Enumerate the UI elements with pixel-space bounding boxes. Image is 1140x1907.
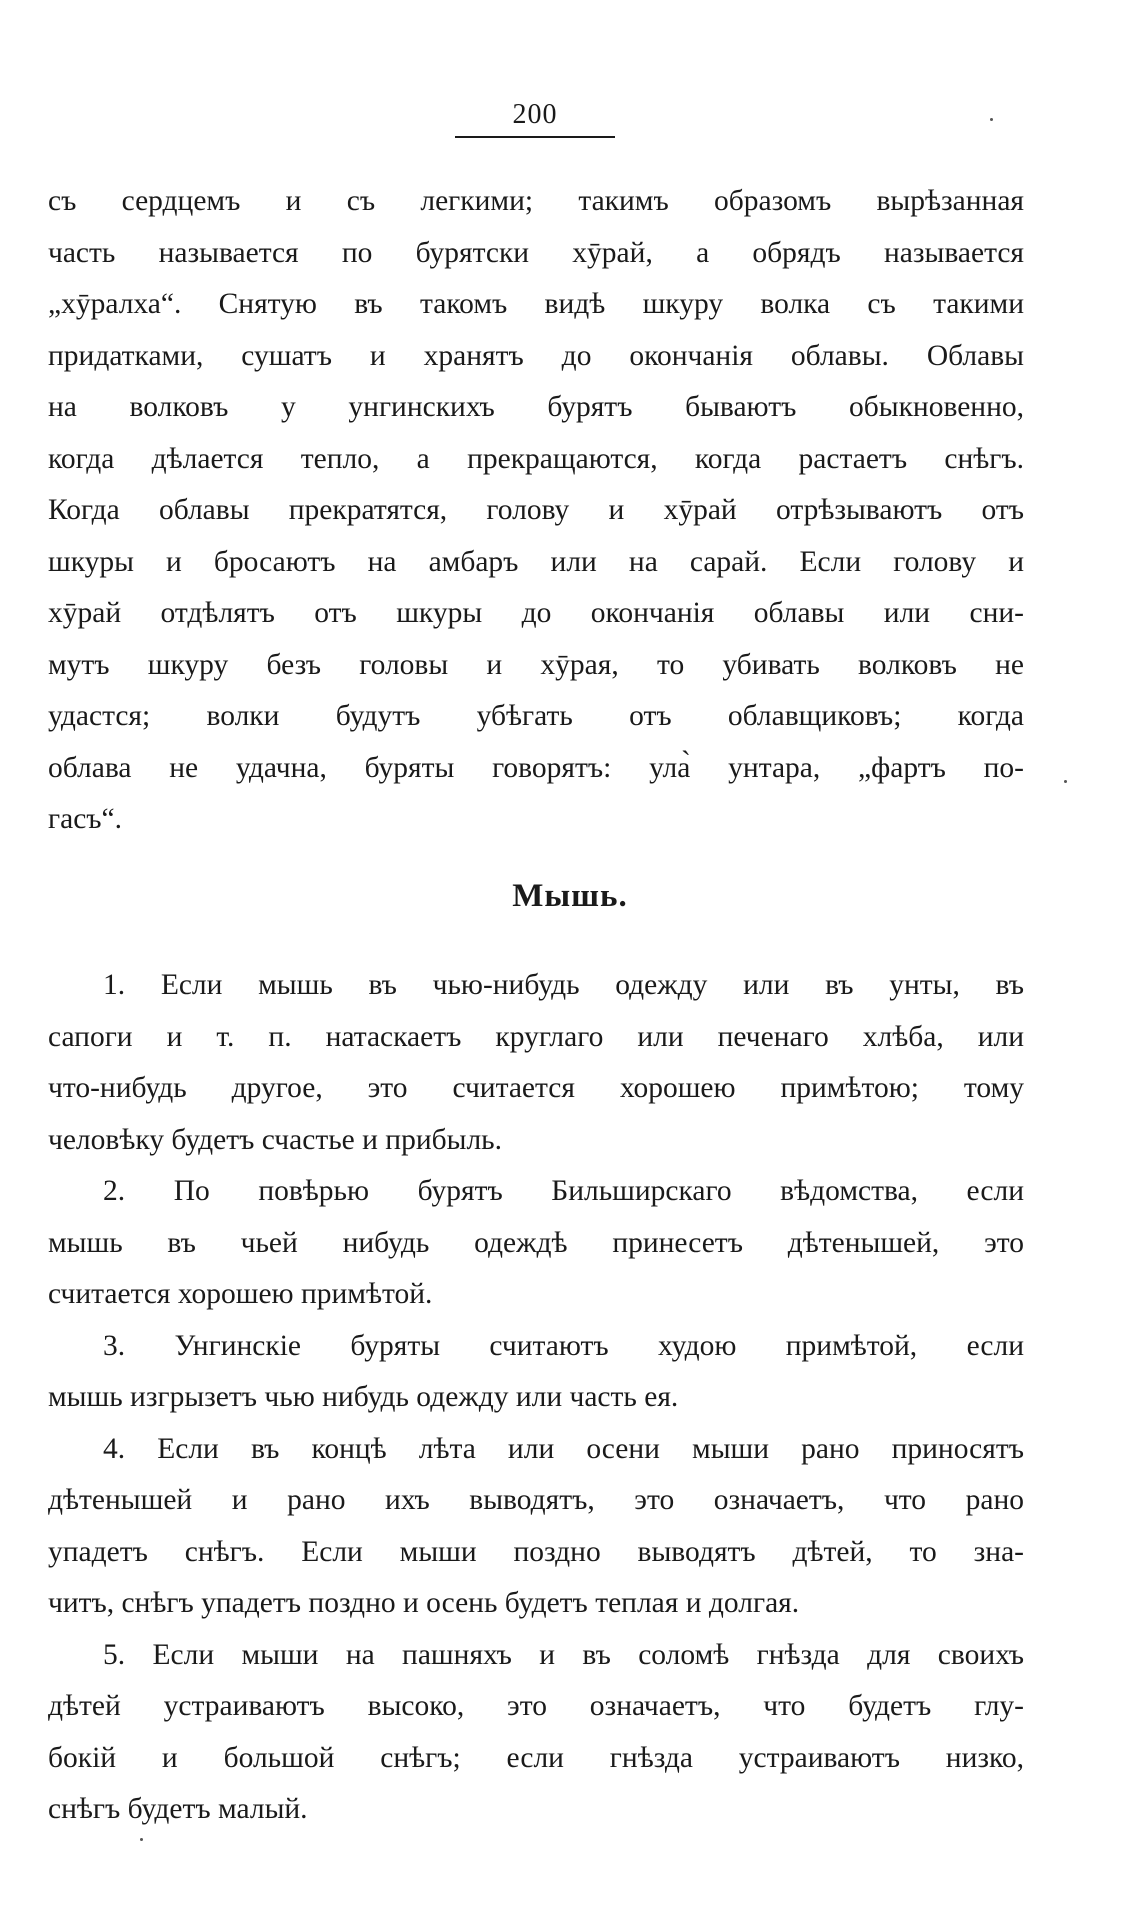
list-item-line: 3. Унгинскіе буряты считаютъ худою примѣтой, если	[103, 1329, 1024, 1362]
list-item-line: упадетъ снѣгъ. Если мыши поздно выводятъ дѣтей, то зна-	[48, 1535, 1024, 1568]
list-item-line: 4. Если въ концѣ лѣта или осени мыши рано приносятъ	[103, 1432, 1024, 1465]
list-item-line: считается хорошею примѣтой.	[48, 1278, 433, 1310]
list-item-line: читъ, снѣгъ упадетъ поздно и осень будетъ теплая и долгая.	[48, 1587, 800, 1619]
list-item-line: дѣтенышей и рано ихъ выводятъ, это означаетъ, что рано	[48, 1484, 1024, 1516]
intro-line: съ сердцемъ и съ легкими; такимъ образомъ вырѣзанная	[48, 185, 1024, 217]
scan-speck	[140, 1838, 143, 1841]
intro-line: „хӯралха“. Снятую въ такомъ видѣ шкуру волка съ такими	[48, 288, 1024, 320]
numbered-list	[48, 960, 1024, 1836]
list-item-line: 2. По повѣрью бурятъ Бильширскаго вѣдомства, если	[103, 1175, 1024, 1207]
list-item-line: мышь въ чьей нибудь одеждѣ принесетъ дѣтенышей, это	[48, 1226, 1024, 1259]
intro-line: Когда облавы прекратятся, голову и хӯрай отрѣзываютъ отъ	[48, 494, 1024, 526]
list-item-3	[48, 1321, 1024, 1424]
list-item-line: мышь изгрызетъ чью нибудь одежду или часть ея.	[48, 1381, 679, 1413]
intro-line: шкуры и бросаютъ на амбаръ или на сарай. Если голову и	[48, 545, 1024, 578]
list-item-line: 1. Если мышь въ чью-нибудь одежду или въ унты, въ	[103, 969, 1024, 1001]
intro-line: удастся; волки будутъ убѣгать отъ облавщиковъ; когда	[48, 700, 1024, 732]
intro-line: гасъ“.	[48, 803, 123, 835]
intro-paragraph	[48, 176, 1024, 846]
list-item-line: снѣгъ будетъ малый.	[48, 1793, 308, 1825]
list-item-line: бокій и большой снѣгъ; если гнѣзда устраиваютъ низко,	[48, 1741, 1024, 1774]
intro-line: хӯрай отдѣлятъ отъ шкуры до окончанія облавы или сни-	[48, 597, 1024, 629]
list-item-line: дѣтей устраиваютъ высоко, это означаетъ, что будетъ глу-	[48, 1690, 1024, 1722]
list-item-4	[48, 1424, 1024, 1630]
intro-line: придатками, сушатъ и хранятъ до окончанія облавы. Облавы	[48, 339, 1024, 372]
section-title: Мышь.	[512, 878, 628, 914]
list-item-5	[48, 1630, 1024, 1836]
scan-speck	[990, 118, 993, 121]
intro-line: мутъ шкуру безъ головы и хӯрая, то убивать волковъ не	[48, 648, 1024, 681]
intro-line: облава не удачна, буряты говорятъ: ула̀ унтара, „фартъ по-	[48, 751, 1024, 784]
list-item-line: 5. Если мыши на пашняхъ и въ соломѣ гнѣзда для своихъ	[103, 1638, 1024, 1671]
list-item-line: человѣку будетъ счастье и прибыль.	[48, 1123, 502, 1156]
intro-line: часть называется по бурятски хӯрай, а обрядъ называется	[48, 236, 1024, 269]
list-item-line: что-нибудь другое, это считается хорошею примѣтою; тому	[48, 1072, 1024, 1104]
list-item-2	[48, 1166, 1024, 1321]
scan-speck	[1064, 780, 1067, 783]
intro-line: на волковъ у унгинскихъ бурятъ бываютъ обыкновенно,	[48, 391, 1024, 423]
page-number: 200	[512, 99, 558, 130]
list-item-1	[48, 960, 1024, 1166]
page-number-rule	[455, 136, 615, 138]
intro-line: когда дѣлается тепло, а прекращаются, когда растаетъ снѣгъ.	[48, 442, 1024, 475]
list-item-line: сапоги и т. п. натаскаетъ круглаго или печенаго хлѣба, или	[48, 1020, 1024, 1053]
